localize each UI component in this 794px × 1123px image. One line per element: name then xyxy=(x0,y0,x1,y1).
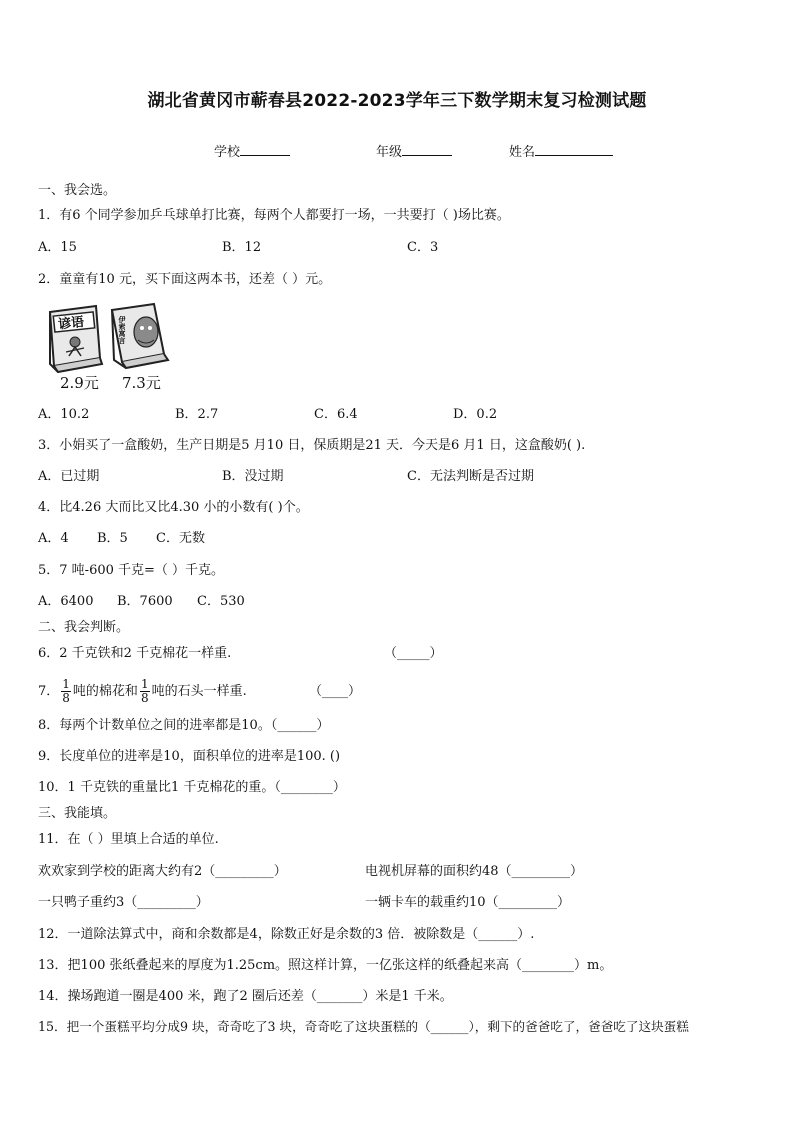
q3-option-a[interactable]: A．已过期 xyxy=(38,469,100,484)
section-choice: 一、我会选。 xyxy=(38,183,117,198)
book2-title: 伊索寓言 xyxy=(118,316,126,344)
q2-option-c[interactable]: C．6.4 xyxy=(314,407,358,422)
school-field xyxy=(214,141,290,160)
q11-item-duck-weight[interactable]: 一只鸭子重约3（_________） xyxy=(38,895,209,910)
q7-mid-text: 吨的棉花和 xyxy=(72,684,138,699)
name-field xyxy=(509,141,613,160)
fraction-1-8-a xyxy=(61,678,71,705)
book1-price: 2.9元 xyxy=(60,374,99,392)
fraction-denominator: 8 xyxy=(140,691,149,705)
question-11: 11．在（ ）里填上合适的单位. xyxy=(38,832,219,847)
q2-option-d[interactable]: D．0.2 xyxy=(453,407,498,422)
question-13: 13．把100 张纸叠起来的厚度为1.25cm。照这样计算，一亿张这样的纸叠起来高（________）m。 xyxy=(38,958,613,973)
q7-suffix-text: 吨的石头一样重. xyxy=(151,684,247,699)
question-1: 1．有6 个同学参加乒乓球单打比赛，每两个人都要打一场，一共要打（ )场比赛。 xyxy=(38,208,510,223)
question-5: 5．7 吨-600 千克=（ ）千克。 xyxy=(38,563,225,578)
q2-option-b[interactable]: B．2.7 xyxy=(175,407,219,422)
q11-item-distance[interactable]: 欢欢家到学校的距离大约有2（_________） xyxy=(38,864,287,879)
school-blank[interactable] xyxy=(240,143,290,156)
question-2: 2．童童有10 元，买下面这两本书，还差（ ）元。 xyxy=(38,272,332,287)
proverbs-book-image xyxy=(50,306,102,372)
school-label: 学校 xyxy=(214,145,241,160)
q11-item-truck-load[interactable]: 一辆卡车的载重约10（_________） xyxy=(365,895,571,910)
q5-option-c[interactable]: C．530 xyxy=(197,594,245,609)
name-label: 姓名 xyxy=(509,145,536,160)
fraction-denominator: 8 xyxy=(62,691,70,705)
question-10: 10．1 千克铁的重量比1 千克棉花的重。（________） xyxy=(38,780,346,795)
fraction-numerator: 1 xyxy=(62,677,70,691)
q4-option-b[interactable]: B．5 xyxy=(97,531,128,546)
question-15: 15．把一个蛋糕平均分成9 块，奇奇吃了3 块，奇奇吃了这块蛋糕的（______），剩下的爸爸吃了，爸爸吃了这块蛋糕 xyxy=(38,1019,689,1034)
question-8: 8．每两个计数单位之间的进率都是10。（______） xyxy=(38,718,330,733)
fraction-numerator: 1 xyxy=(140,677,149,691)
question-4: 4．比4.26 大而比又比4.30 小的小数有( )个。 xyxy=(38,500,309,515)
q6-answer-blank[interactable]: （_____） xyxy=(384,646,443,661)
fraction-1-8-b xyxy=(140,678,150,705)
q11-item-tv-area[interactable]: 电视机屏幕的面积约48（_________） xyxy=(365,864,584,879)
section-judge: 二、我会判断。 xyxy=(38,620,130,635)
q1-option-a[interactable]: A．15 xyxy=(38,240,77,255)
q4-option-a[interactable]: A．4 xyxy=(38,531,69,546)
page-title: 湖北省黄冈市蕲春县2022-2023学年三下数学期末复习检测试题 xyxy=(147,91,647,111)
q7-answer-blank[interactable]: （____） xyxy=(309,684,362,699)
section-fill: 三、我能填。 xyxy=(38,806,117,821)
q4-option-c[interactable]: C．无数 xyxy=(156,531,205,546)
question-14: 14．操场跑道一圈是400 米，跑了2 圈后还差（_______）米是1 千米。 xyxy=(38,989,453,1004)
question-7 xyxy=(38,675,247,709)
q5-option-a[interactable]: A．6400 xyxy=(38,594,94,609)
q3-option-c[interactable]: C．无法判断是否过期 xyxy=(407,469,534,484)
question-9: 9．长度单位的进率是10，面积单位的进率是100. () xyxy=(38,749,341,764)
grade-blank[interactable] xyxy=(402,143,452,156)
q1-option-c[interactable]: C．3 xyxy=(407,240,439,255)
aesop-fables-book-image xyxy=(112,304,168,368)
book1-title: 谚语 xyxy=(57,314,85,333)
question-12: 12．一道除法算式中，商和余数都是4，除数正好是余数的3 倍．被除数是（______）. xyxy=(38,927,535,942)
q7-number: 7． xyxy=(38,684,60,699)
name-blank[interactable] xyxy=(535,143,613,156)
q3-option-b[interactable]: B．没过期 xyxy=(222,469,284,484)
grade-label: 年级 xyxy=(376,145,403,160)
grade-field xyxy=(376,141,452,160)
q1-option-b[interactable]: B．12 xyxy=(222,240,262,255)
question-3: 3．小娟买了一盒酸奶，生产日期是5 月10 日，保质期是21 天．今天是6 月1 日，这盒酸奶( ). xyxy=(38,438,586,453)
book2-price: 7.3元 xyxy=(122,374,161,392)
q2-option-a[interactable]: A．10.2 xyxy=(38,407,90,422)
q5-option-b[interactable]: B．7600 xyxy=(117,594,173,609)
question-6: 6．2 千克铁和2 千克棉花一样重. xyxy=(38,646,232,661)
